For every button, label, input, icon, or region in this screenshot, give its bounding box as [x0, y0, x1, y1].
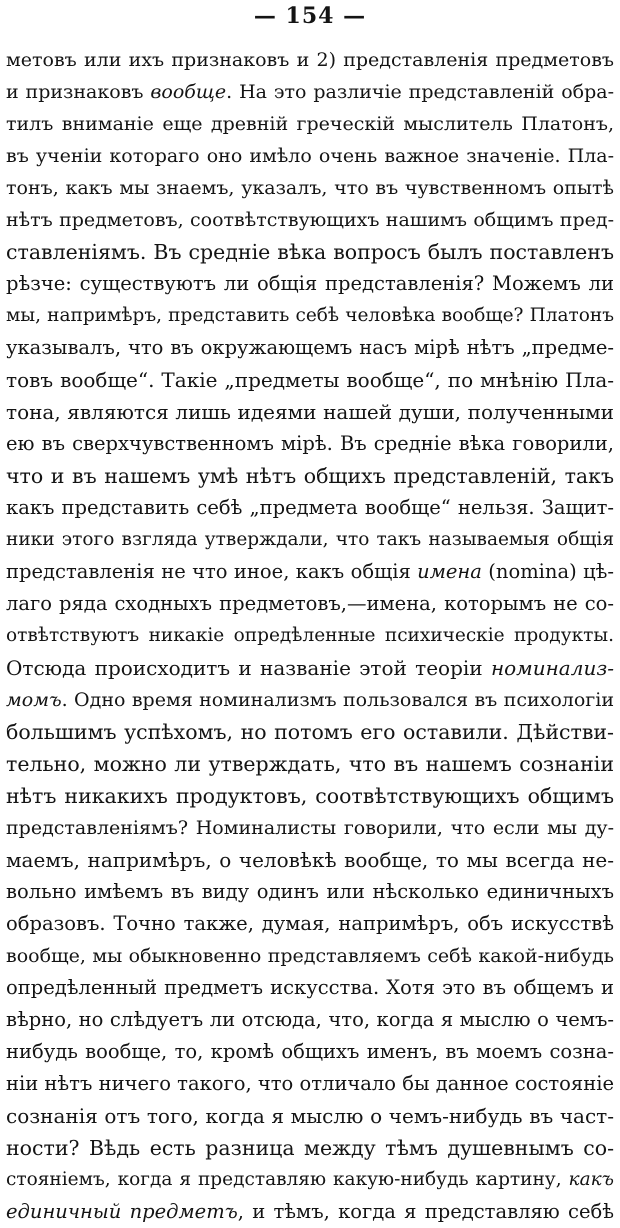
text-segment: образовъ. Точно также, думая, напримѣръ, объ искусствѣ [6, 912, 614, 935]
text-line [6, 716, 614, 748]
text-segment: ники этого взгляда утверждали, что такъ называемыя общія [6, 529, 614, 550]
text-segment: рѣзче: существуютъ ли общія представленія? Можемъ ли [6, 272, 614, 295]
body-text [6, 44, 614, 1228]
text-line [6, 1068, 614, 1100]
italic-text: имена [417, 560, 482, 583]
text-line [6, 1036, 614, 1068]
text-line [6, 876, 614, 908]
text-line [6, 204, 614, 236]
text-line [6, 1132, 614, 1164]
text-line [6, 1100, 614, 1132]
text-line [6, 556, 614, 588]
text-segment: (nomina) цѣ- [481, 560, 614, 583]
text-segment: тона, являются лишь идеями нашей души, полученными [6, 400, 614, 424]
text-segment: указывалъ, что въ окружающемъ насъ мірѣ нѣтъ „предме- [6, 336, 614, 359]
text-segment: стояніемъ, когда я представляю какую-нибудь картину, [6, 1169, 569, 1190]
text-segment: метовъ или ихъ признаковъ и 2) представленія предметовъ [6, 49, 614, 71]
text-segment: отвѣтствуютъ никакіе опредѣленные психическіе продукты. [6, 625, 614, 646]
text-line [6, 1196, 614, 1228]
text-line [6, 396, 614, 428]
text-line [6, 76, 614, 108]
text-line [6, 972, 614, 1004]
text-segment: Отсюда происходитъ и названіе этой теоріи [6, 656, 491, 680]
text-line [6, 428, 614, 460]
text-segment: тельно, можно ли утверждать, что въ нашемъ сознаніи [6, 752, 614, 776]
text-line [6, 620, 614, 652]
text-line [6, 1004, 614, 1036]
text-line [6, 140, 614, 172]
text-line [6, 652, 614, 684]
text-segment: какъ представить себѣ „предмета вообще“ нельзя. Защит- [6, 496, 614, 519]
text-segment: маемъ, напримѣръ, о человѣкѣ вообще, то мы всегда не- [6, 848, 614, 872]
text-line [6, 588, 614, 620]
text-line [6, 524, 614, 556]
text-line [6, 1164, 614, 1196]
italic-text: единичный предметъ [6, 1200, 238, 1223]
text-line [6, 172, 614, 204]
text-segment: представленія не что иное, какъ общія [6, 560, 418, 583]
text-segment: вообще, мы обыкновенно представляемъ себѣ какой-нибудь [6, 945, 614, 967]
text-segment: тилъ вниманіе еще древній греческій мыслитель Платонъ, [6, 113, 614, 135]
text-segment: , и тѣмъ, когда я представляю себѣ [237, 1200, 614, 1223]
text-segment: мы, напримѣръ, представить себѣ человѣка вообще? Платонъ [6, 305, 614, 326]
text-segment: нѣтъ никакихъ продуктовъ, соотвѣтствующихъ общимъ [6, 784, 614, 808]
text-segment: представленіямъ? Номиналисты говорили, что если мы ду- [6, 817, 614, 839]
text-segment: ности? Вѣдь есть разница между тѣмъ душевнымъ со- [6, 1136, 614, 1160]
text-line [6, 908, 614, 940]
text-segment: лаго ряда сходныхъ предметовъ,—имена, которымъ не со- [6, 592, 614, 615]
text-line [6, 748, 614, 780]
text-segment: товъ вообще“. Такіе „предметы вообще“, по мнѣнію Пла- [6, 368, 614, 392]
text-line [6, 236, 614, 268]
text-segment: опредѣленный предметъ искусства. Хотя это въ общемъ и [6, 976, 614, 999]
text-segment: вѣрно, но слѣдуетъ ли отсюда, что, когда я мыслю о чемъ- [6, 1008, 614, 1031]
text-line [6, 684, 614, 716]
text-segment: ставленіямъ. Въ средніе вѣка вопросъ былъ поставленъ [6, 240, 614, 264]
text-segment: нибудь вообще, то, кромѣ общихъ именъ, въ моемъ созна- [6, 1040, 614, 1063]
text-segment: ею въ сверхчувственномъ мірѣ. Въ средніе вѣка говорили, [6, 432, 614, 455]
italic-text: вообще [150, 81, 227, 103]
text-segment: въ ученіи котораго оно имѣло очень важное значеніе. Пла- [6, 145, 614, 167]
text-line [6, 460, 614, 492]
page-number: — 154 — [253, 3, 367, 29]
italic-text: номинализ- [490, 656, 614, 680]
text-line [6, 332, 614, 364]
text-line [6, 268, 614, 300]
text-segment: и признаковъ [6, 81, 151, 103]
text-segment: тонъ, какъ мы знаемъ, указалъ, что въ чувственномъ опытѣ [6, 177, 614, 199]
text-line [6, 940, 614, 972]
text-segment: . Одно время номинализмъ пользовался въ психологіи [61, 689, 614, 711]
text-segment: . На это различіе представленій обра- [226, 81, 614, 103]
text-segment: что и въ нашемъ умѣ нѣтъ общихъ представленій, такъ [6, 464, 614, 488]
text-line [6, 364, 614, 396]
text-line [6, 492, 614, 524]
italic-text: момъ [6, 689, 62, 711]
text-segment: вольно имѣемъ въ виду одинъ или нѣсколько единичныхъ [6, 880, 614, 903]
text-segment: большимъ успѣхомъ, но потомъ его оставили. Дѣйстви- [6, 720, 614, 744]
text-line [6, 300, 614, 332]
italic-text: какъ [568, 1169, 614, 1190]
text-segment: нѣтъ предметовъ, соотвѣтствующихъ нашимъ общимъ пред- [6, 209, 614, 231]
text-line [6, 812, 614, 844]
text-segment: ніи нѣтъ ничего такого, что отличало бы данное состояніе [6, 1072, 614, 1095]
text-line [6, 44, 614, 76]
text-line [6, 780, 614, 812]
text-line [6, 108, 614, 140]
text-line [6, 844, 614, 876]
text-segment: сознанія отъ того, когда я мыслю о чемъ-нибудь въ част- [6, 1104, 614, 1128]
